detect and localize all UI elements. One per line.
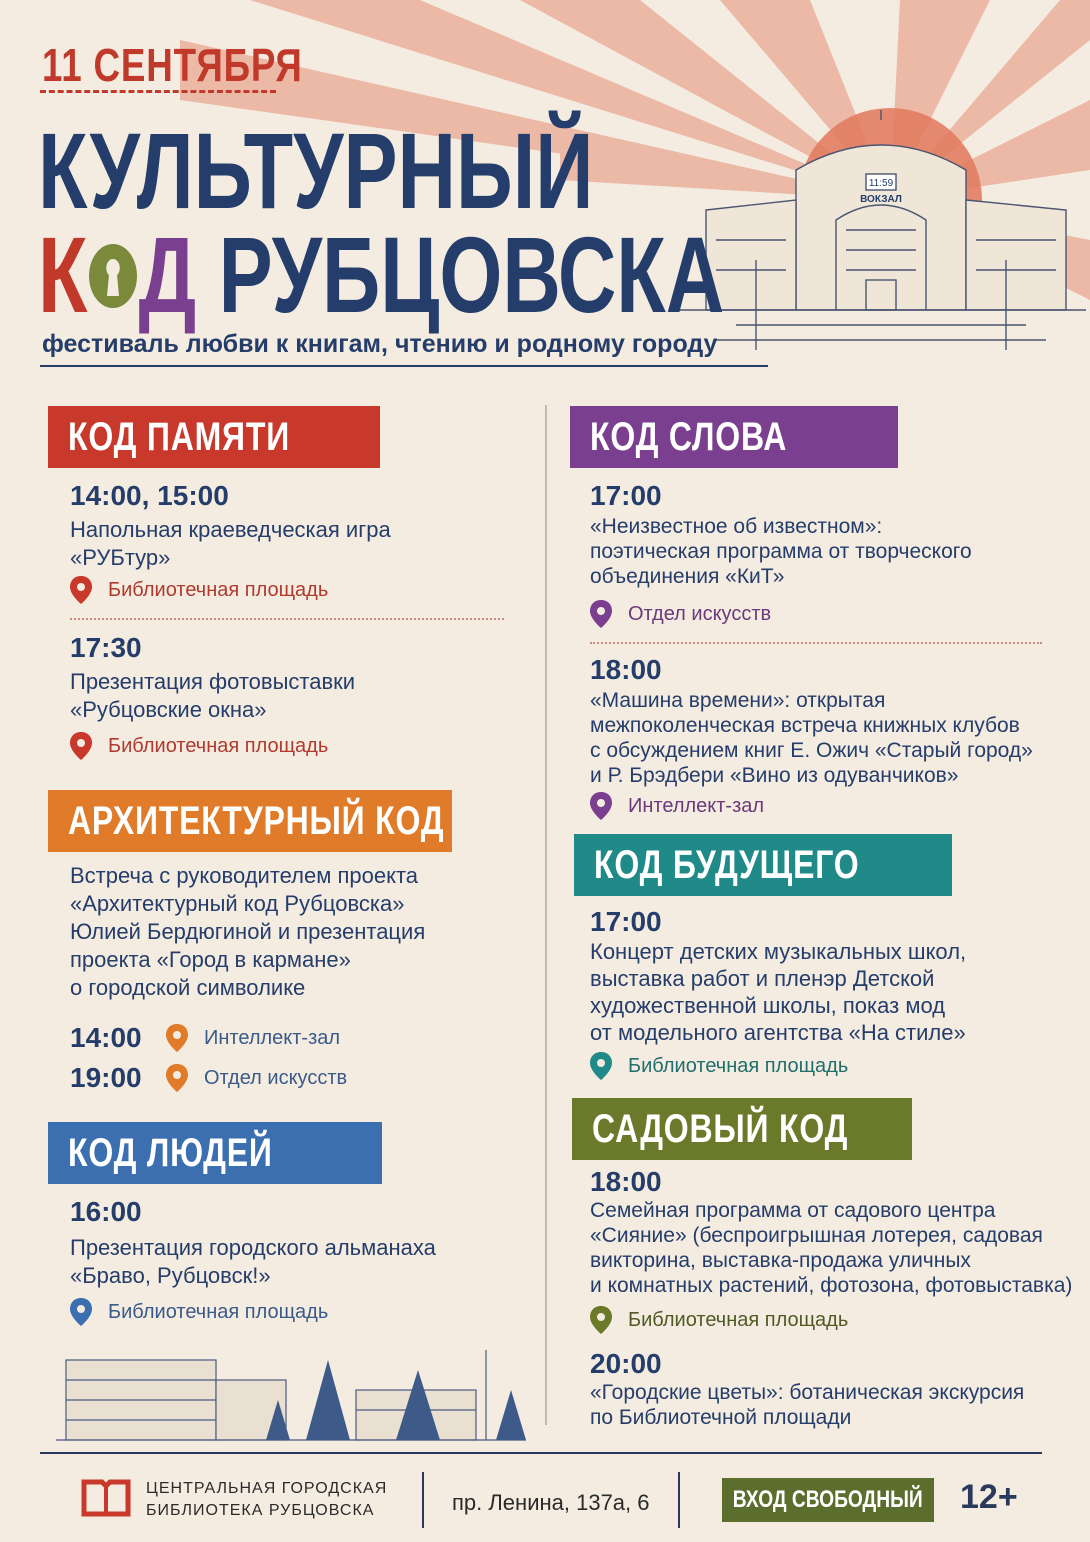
future-desc: Концерт детских музыкальных школ, выставка работ и пленэр Детской художественной школы, показ мод от модельного агентства «На стиле»	[590, 939, 967, 1045]
separator	[70, 618, 504, 620]
date-underline	[40, 90, 276, 94]
location-pin-icon	[166, 1024, 188, 1052]
section-garden-header: САДОВЫЙ КОД	[572, 1098, 912, 1160]
footer-separator	[678, 1472, 680, 1528]
people-time: 16:00	[70, 1196, 142, 1227]
title-letter-d: Д	[138, 214, 197, 335]
station-sign: ВОКЗАЛ	[860, 194, 902, 205]
location-pin-icon	[70, 576, 92, 604]
separator	[590, 642, 1042, 644]
memory-event-2-location: Библиотечная площадь	[70, 732, 328, 760]
footer-separator	[422, 1472, 424, 1528]
word-event-2-time: 18:00	[590, 654, 662, 685]
garden-event-2-time: 20:00	[590, 1348, 662, 1379]
memory-event-1-location: Библиотечная площадь	[70, 576, 328, 604]
location-pin-icon	[590, 600, 612, 628]
title-city: РУБЦОВСКА	[218, 214, 725, 335]
word-event-2-location: Интеллект-зал	[590, 792, 764, 820]
free-entry-badge: ВХОД СВОБОДНЫЙ	[722, 1478, 934, 1522]
section-people-header: КОД ЛЮДЕЙ	[48, 1122, 382, 1184]
age-rating: 12+	[960, 1478, 1018, 1516]
city-skyline-illustration	[56, 1340, 526, 1450]
column-divider	[545, 405, 547, 1425]
people-location: Библиотечная площадь	[70, 1298, 328, 1326]
architecture-slot-2-location: Отдел искусств	[166, 1064, 347, 1092]
future-location: Библиотечная площадь	[590, 1052, 848, 1080]
word-event-1-location: Отдел искусств	[590, 600, 771, 628]
garden-event-1-time: 18:00	[590, 1166, 662, 1197]
garden-event-1-location: Библиотечная площадь	[590, 1306, 848, 1334]
people-desc: Презентация городского альманаха «Браво, Рубцовск!»	[70, 1235, 436, 1288]
railway-station-illustration	[676, 110, 1086, 360]
footer-divider	[40, 1452, 1042, 1454]
station-clock: 11:59	[868, 178, 894, 189]
word-event-1-desc: «Неизвестное об известном»: поэтическая программа от творческого объединения «КиТ»	[590, 515, 972, 588]
location-pin-icon	[70, 1298, 92, 1326]
library-name: ЦЕНТРАЛЬНАЯ ГОРОДСКАЯ БИБЛИОТЕКА РУБЦОВСКА	[146, 1480, 388, 1519]
section-architecture-header: АРХИТЕКТУРНЫЙ КОД	[48, 790, 452, 852]
subtitle-underline	[40, 365, 768, 367]
memory-event-2-desc: Презентация фотовыставки «Рубцовские окна»	[70, 669, 356, 722]
section-future-header: КОД БУДУЩЕГО	[574, 834, 952, 896]
architecture-slot-1-location: Интеллект-зал	[166, 1024, 340, 1052]
word-event-1-time: 17:00	[590, 480, 662, 511]
section-memory-header: КОД ПАМЯТИ	[48, 406, 380, 468]
architecture-slot-1-time: 14:00	[70, 1022, 142, 1053]
word-event-2-desc: «Машина времени»: открытая межпоколенческая встреча книжных клубов с обсуждением книг Е. Ожич «Старый город» и Р. Брэдбери «Вино из одуванчиков»	[590, 689, 1033, 787]
keyhole-o-icon	[87, 214, 138, 335]
title-line-2	[38, 212, 724, 337]
memory-event-2-time: 17:30	[70, 632, 142, 663]
architecture-desc: Встреча с руководителем проекта «Архитектурный код Рубцовска» Юлией Бердюгиной и презентация проекта «Город в кармане» о городской символике	[70, 863, 426, 1000]
architecture-slot-2-time: 19:00	[70, 1062, 142, 1093]
garden-event-1-desc: Семейная программа от садового центра «Сияние» (беспроигрышная лотерея, садовая викторина, выставка-продажа уличных и комнатных растений, фотозона, фотовыставка)	[590, 1199, 1073, 1297]
event-date: 11 СЕНТЯБРЯ	[42, 39, 303, 91]
title-letter-k: К	[38, 214, 88, 335]
location-pin-icon	[166, 1064, 188, 1092]
garden-event-2-desc: «Городские цветы»: ботаническая экскурсия по Библиотечной площади	[590, 1381, 1025, 1429]
location-pin-icon	[590, 1306, 612, 1334]
address: пр. Ленина, 137а, 6	[452, 1490, 650, 1515]
title-line-1: КУЛЬТУРНЫЙ	[38, 110, 594, 231]
library-logo-icon	[80, 1478, 132, 1518]
future-time: 17:00	[590, 906, 662, 937]
location-pin-icon	[590, 1052, 612, 1080]
location-pin-icon	[590, 792, 612, 820]
memory-event-1-desc: Напольная краеведческая игра «РУБтур»	[70, 517, 391, 570]
section-word-header: КОД СЛОВА	[570, 406, 898, 468]
memory-event-1-time: 14:00, 15:00	[70, 480, 229, 511]
location-pin-icon	[70, 732, 92, 760]
subtitle: фестиваль любви к книгам, чтению и родному городу	[42, 330, 718, 358]
